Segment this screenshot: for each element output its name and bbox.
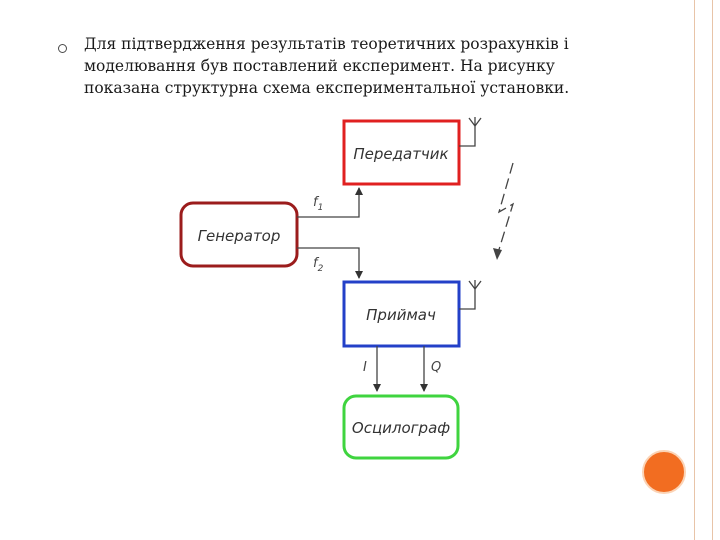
generator-label: Генератор [197, 227, 281, 245]
f2-label: $f_2$ [313, 256, 324, 274]
f1-label: $f_1$ [313, 195, 324, 213]
q-label: Q [431, 360, 442, 375]
wireless-link-icon [497, 163, 513, 256]
oscilloscope-label: Осцилограф [351, 419, 451, 437]
transmitter-antenna-icon [459, 117, 481, 146]
wireless-link-arrowhead [493, 248, 502, 260]
receiver-antenna-icon [459, 280, 481, 309]
paragraph-line-3: показана структурна схема експериментальної установки. [84, 79, 570, 97]
i-label: I [363, 360, 367, 375]
decorative-orange-circle [642, 450, 686, 494]
transmitter-label: Передатчик [353, 145, 449, 163]
receiver-label: Приймач [366, 306, 436, 324]
paragraph-line-2: моделювання був поставлений експеримент. На рисунку [84, 57, 555, 75]
paragraph-line-1: Для підтвердження результатів теоретичних розрахунків і [84, 35, 569, 53]
f2-connection [297, 248, 359, 278]
f1-connection [297, 188, 359, 217]
